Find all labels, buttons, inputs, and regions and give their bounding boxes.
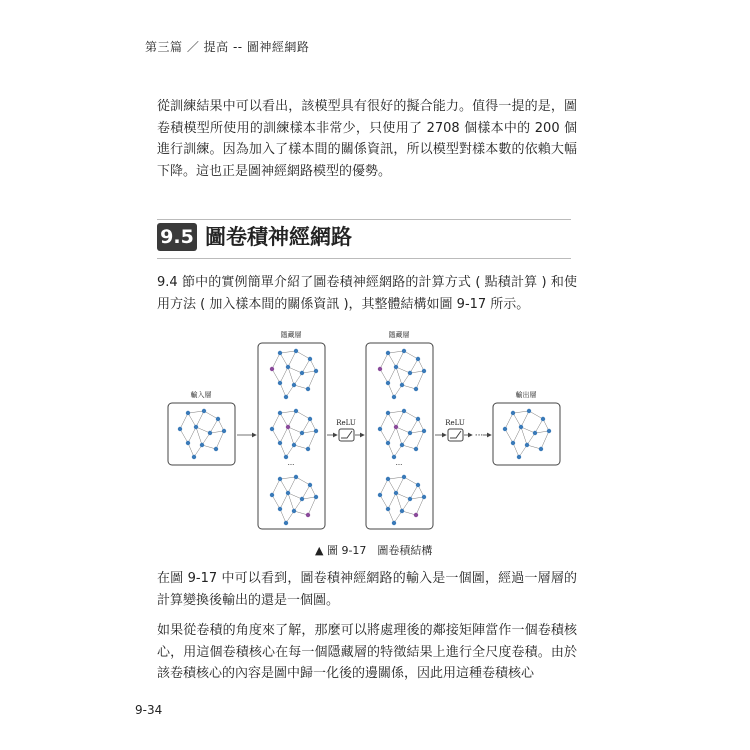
graph-node <box>286 365 290 369</box>
graph-node <box>541 417 545 421</box>
hidden-layer-1-label: 隱藏層 <box>280 331 302 339</box>
graph-node <box>386 381 390 385</box>
graph-node <box>300 371 304 375</box>
graph-node <box>414 387 418 391</box>
running-header: 第三篇 ／ 提高 -- 圖神經網路 <box>145 40 310 54</box>
graph-node <box>386 507 390 511</box>
graph-node <box>300 497 304 501</box>
hidden-1-ellipsis: ... <box>287 459 295 467</box>
paragraph-4: 如果從卷積的角度來了解，那麼可以將處理後的鄰接矩陣當作一個卷積核心，用這個卷積核心在每一個隱藏層的特徵結果上進行全尺度卷積。由於該卷積核心的內容是圖中歸一化後的邊關係，因此用這種卷積核心 <box>157 623 577 681</box>
graph-node <box>408 431 412 435</box>
graph-node <box>392 521 396 525</box>
graph-node <box>270 427 274 431</box>
graph-node <box>278 381 282 385</box>
graph-node <box>408 497 412 501</box>
graph-node <box>186 411 190 415</box>
graph-node <box>306 513 310 517</box>
hidden-1-graph-b <box>270 409 318 459</box>
hidden-2-graph-c <box>378 475 426 525</box>
paragraph-2: 9.4 節中的實例簡單介紹了圖卷積神經網路的計算方式 ( 點積計算 ) 和使用方法 ( 加入樣本間的關係資訊 )，其整體結構如圖 9-17 所示。 <box>157 275 577 312</box>
graph-node <box>416 417 420 421</box>
graph-node <box>386 351 390 355</box>
graph-node <box>278 507 282 511</box>
graph-node <box>394 425 398 429</box>
graph-node <box>284 521 288 525</box>
graph-node <box>517 455 521 459</box>
graph-node <box>314 495 318 499</box>
graph-node <box>300 431 304 435</box>
section-rule-top <box>157 219 571 220</box>
graph-node <box>416 357 420 361</box>
graph-node <box>394 365 398 369</box>
relu-label-1: ReLU <box>336 419 356 427</box>
hidden-2-graph-a <box>378 349 426 399</box>
paragraph-1: 從訓練結果中可以看出，該模型具有很好的擬合能力。值得一提的是，圖卷積模型所使用的訓練樣本非常少，只使用了 2708 個樣本中的 200 個進行訓練。因為加入了樣本間的關係資訊，所以模型對樣本數的依賴大幅下降。這也正是圖神經網路模型的優勢。 <box>157 99 577 179</box>
continuation-dots: ··· <box>474 431 484 441</box>
graph-node <box>216 417 220 421</box>
graph-node <box>314 429 318 433</box>
graph-node <box>194 425 198 429</box>
graph-node <box>306 447 310 451</box>
graph-node <box>308 483 312 487</box>
graph-node <box>422 369 426 373</box>
graph-node <box>519 425 523 429</box>
graph-node <box>292 509 296 513</box>
graph-node <box>408 371 412 375</box>
graph-node <box>292 383 296 387</box>
graph-node <box>178 427 182 431</box>
section-title: 圖卷積神經網路 <box>205 225 352 249</box>
output-layer-label: 輸出層 <box>515 391 537 399</box>
graph-node <box>547 429 551 433</box>
graph-node <box>308 417 312 421</box>
hidden-2-graph-b <box>378 409 426 459</box>
paragraph-3: 在圖 9-17 中可以看到，圖卷積神經網路的輸入是一個圖，經過一層層的計算變換後輸出的還是一個圖。 <box>157 571 577 608</box>
input-layer-label: 輸入層 <box>190 391 212 399</box>
graph-node <box>539 447 543 451</box>
graph-node <box>400 383 404 387</box>
graph-node <box>294 475 298 479</box>
relu-icon-1 <box>339 429 354 441</box>
graph-node <box>270 367 274 371</box>
graph-node <box>378 493 382 497</box>
graph-node <box>400 509 404 513</box>
graph-node <box>402 349 406 353</box>
hidden-1-graph-c <box>270 475 318 525</box>
graph-node <box>186 441 190 445</box>
graph-node <box>200 443 204 447</box>
relu-icon-2 <box>448 429 463 441</box>
graph-node <box>378 367 382 371</box>
graph-node <box>511 411 515 415</box>
graph-node <box>414 513 418 517</box>
graph-node <box>308 357 312 361</box>
graph-node <box>214 447 218 451</box>
graph-node <box>294 409 298 413</box>
figure-caption: ▲ 圖 9-17 圖卷積結構 <box>315 544 433 557</box>
graph-node <box>314 369 318 373</box>
hidden-layer-2-label: 隱藏層 <box>388 331 410 339</box>
page-number: 9-34 <box>135 703 163 717</box>
graph-node <box>202 409 206 413</box>
graph-node <box>402 409 406 413</box>
gcn-structure-figure <box>160 325 570 535</box>
graph-node <box>192 455 196 459</box>
graph-node <box>292 443 296 447</box>
graph-node <box>294 349 298 353</box>
graph-node <box>378 427 382 431</box>
graph-node <box>278 477 282 481</box>
graph-node <box>527 409 531 413</box>
graph-node <box>222 429 226 433</box>
section-number: 9.5 <box>157 223 197 251</box>
output-layer-box <box>493 403 560 465</box>
hidden-2-ellipsis: ... <box>395 459 403 467</box>
graph-node <box>284 395 288 399</box>
graph-node <box>286 491 290 495</box>
output-graph <box>503 409 551 459</box>
graph-node <box>286 425 290 429</box>
graph-node <box>402 475 406 479</box>
graph-node <box>306 387 310 391</box>
hidden-1-graph-a <box>270 349 318 399</box>
graph-node <box>208 431 212 435</box>
graph-node <box>392 395 396 399</box>
graph-node <box>278 441 282 445</box>
graph-node <box>511 441 515 445</box>
graph-node <box>503 427 507 431</box>
graph-node <box>525 443 529 447</box>
graph-node <box>416 483 420 487</box>
graph-node <box>278 351 282 355</box>
graph-node <box>422 495 426 499</box>
input-graph <box>178 409 226 459</box>
graph-node <box>386 477 390 481</box>
section-rule-bottom <box>157 258 571 259</box>
relu-label-2: ReLU <box>445 419 465 427</box>
graph-node <box>394 491 398 495</box>
graph-node <box>270 493 274 497</box>
graph-node <box>386 411 390 415</box>
graph-node <box>422 429 426 433</box>
input-layer-box <box>168 403 235 465</box>
graph-node <box>414 447 418 451</box>
graph-node <box>400 443 404 447</box>
graph-node <box>278 411 282 415</box>
graph-node <box>533 431 537 435</box>
graph-node <box>386 441 390 445</box>
